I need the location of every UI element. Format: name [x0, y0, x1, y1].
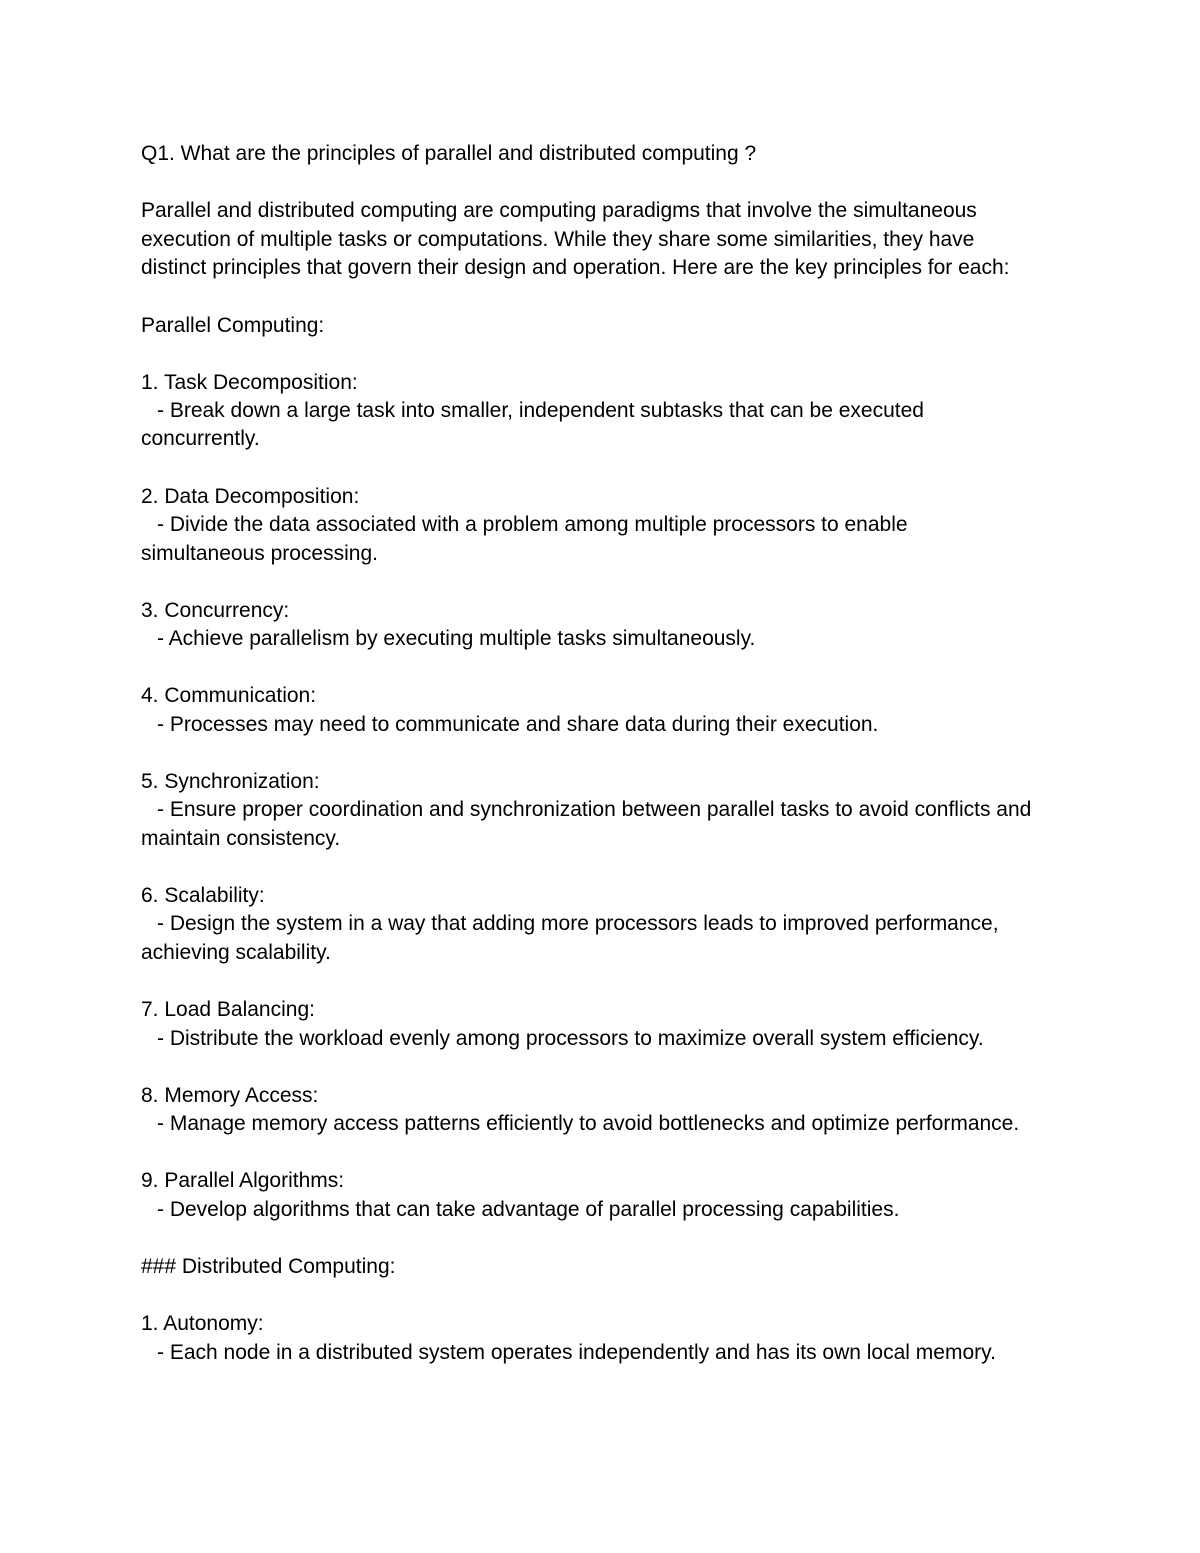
parallel-item-8-desc: - Manage memory access patterns efficiently to avoid bottlenecks and optimize performance.: [157, 1112, 1020, 1135]
distributed-item-1-desc: - Each node in a distributed system operates independently and has its own local memory.: [157, 1341, 996, 1364]
parallel-item-8-title: 8. Memory Access:: [141, 1084, 319, 1107]
parallel-item-7-desc: - Distribute the workload evenly among processors to maximize overall system efficiency.: [157, 1027, 984, 1050]
parallel-item-1-cont: concurrently.: [141, 427, 260, 450]
intro-line-3: distinct principles that govern their design and operation. Here are the key principles for each:: [141, 256, 1010, 279]
parallel-item-5-cont: maintain consistency.: [141, 827, 341, 850]
parallel-item-9-title: 9. Parallel Algorithms:: [141, 1169, 345, 1192]
distributed-heading: ### Distributed Computing:: [141, 1255, 396, 1278]
parallel-heading: Parallel Computing:: [141, 314, 325, 337]
question-title: Q1. What are the principles of parallel and distributed computing ?: [141, 142, 757, 165]
parallel-item-2-cont: simultaneous processing.: [141, 542, 378, 565]
parallel-item-4-title: 4. Communication:: [141, 684, 317, 707]
parallel-item-4-desc: - Processes may need to communicate and share data during their execution.: [157, 713, 879, 736]
parallel-item-5-title: 5. Synchronization:: [141, 770, 320, 793]
parallel-item-1-title: 1. Task Decomposition:: [141, 371, 358, 394]
parallel-item-6-desc: - Design the system in a way that adding more processors leads to improved performance,: [157, 912, 999, 935]
parallel-item-1-desc: - Break down a large task into smaller, independent subtasks that can be executed: [157, 399, 924, 422]
parallel-item-5-desc: - Ensure proper coordination and synchronization between parallel tasks to avoid conflicts and: [157, 798, 1032, 821]
parallel-item-9-desc: - Develop algorithms that can take advantage of parallel processing capabilities.: [157, 1198, 900, 1221]
parallel-item-6-title: 6. Scalability:: [141, 884, 265, 907]
parallel-item-3-desc: - Achieve parallelism by executing multiple tasks simultaneously.: [157, 627, 756, 650]
intro-line-2: execution of multiple tasks or computations. While they share some similarities, they have: [141, 228, 975, 251]
distributed-item-1-title: 1. Autonomy:: [141, 1312, 264, 1335]
parallel-item-6-cont: achieving scalability.: [141, 941, 331, 964]
parallel-item-7-title: 7. Load Balancing:: [141, 998, 315, 1021]
intro-line-1: Parallel and distributed computing are computing paradigms that involve the simultaneous: [141, 199, 977, 222]
parallel-item-2-title: 2. Data Decomposition:: [141, 485, 360, 508]
parallel-item-3-title: 3. Concurrency:: [141, 599, 290, 622]
parallel-item-2-desc: - Divide the data associated with a problem among multiple processors to enable: [157, 513, 908, 536]
